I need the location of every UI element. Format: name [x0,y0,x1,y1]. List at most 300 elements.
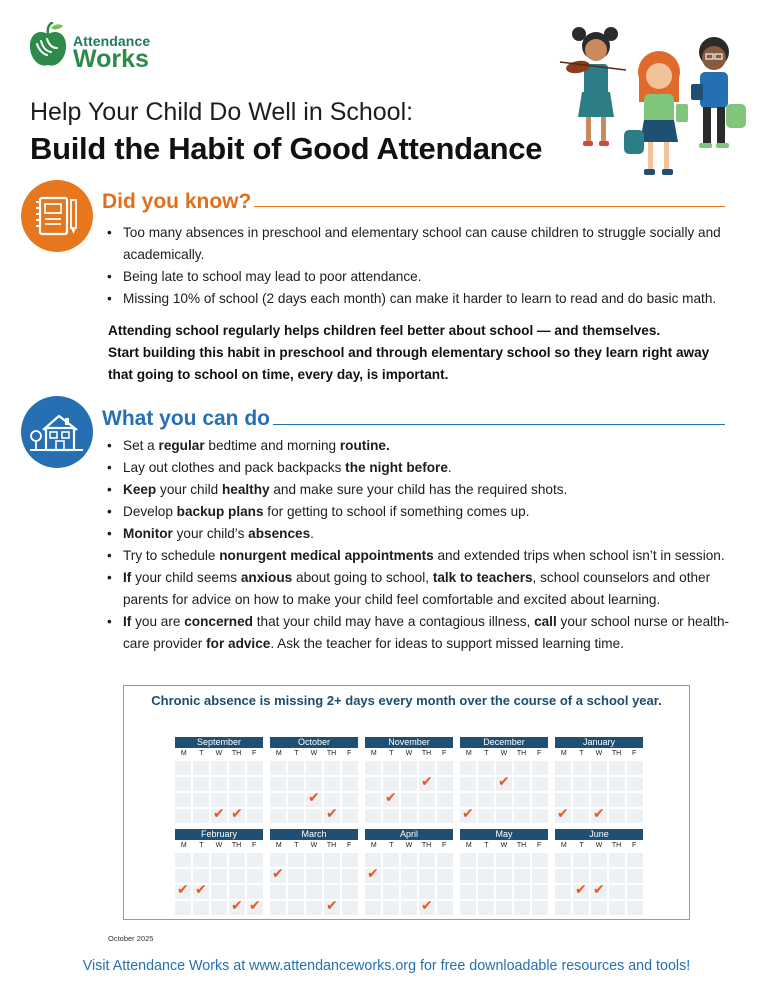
calendar-day-cell [229,761,245,775]
calendar-day-cell [555,793,571,807]
list-item [107,523,732,545]
calendar-day-cell [609,901,625,915]
calendar-day-cell [229,777,245,791]
calendar-day-cell [247,869,263,883]
what-you-can-do-heading: What you can do [102,407,270,430]
calendar-week [175,809,263,823]
calendar-day-cell [306,869,322,883]
calendar-day-cell [288,869,304,883]
weekday-label: F [442,842,447,849]
calendar-day-cell [211,777,227,791]
weekday-header [270,840,358,851]
calendar-day-cell [342,809,358,823]
calendar-day-cell [627,869,643,883]
weekday-header [175,748,263,759]
calendar-month-name: February [175,829,263,840]
weekday-label: T [389,750,394,757]
calendar-day-cell [211,885,227,899]
weekday-header [365,840,453,851]
body-text: you are [131,614,185,629]
calendar-day-cell [342,777,358,791]
calendar-day-cell [365,853,381,867]
emphasis-text: If [123,570,132,585]
absence-check-mark-icon [419,777,435,791]
body-text: . [310,526,314,541]
calendar-day-cell [324,885,340,899]
calendar-day-cell [437,853,453,867]
absence-check-mark-icon [270,869,286,883]
page-title: Build the Habit of Good Attendance [30,131,543,166]
emphasis-text: routine. [339,438,390,453]
what-you-can-do-list [107,435,732,655]
weekday-header [460,840,548,851]
calendar-day-cell [342,853,358,867]
calendar-day-cell [401,901,417,915]
weekday-label: M [465,842,472,849]
body-text: Set a [123,438,159,453]
calendar-day-cell [514,853,530,867]
calendar-week [270,885,358,899]
weekday-label: T [199,842,204,849]
calendar-day-cell [193,777,209,791]
calendar-day-cell [365,901,381,915]
calendar-day-cell [496,901,512,915]
absence-check-mark-icon [175,885,191,899]
calendar-day-cell [175,777,191,791]
weekday-label: M [370,842,377,849]
emphasis-text: backup plans [176,504,264,519]
list-item [107,435,732,457]
body-text: that your child may have a contagious illness, [252,614,535,629]
absence-check-mark-icon [555,809,571,823]
body-text: , school counselors and other parents for advice on how to make your child feel comfortable and excited about learning. [123,570,711,607]
weekday-label: W [405,842,413,849]
weekday-label: F [347,842,352,849]
list-item: • Too many absences in preschool and elementary school can cause children to struggle socially and academically. [107,222,727,266]
weekday-label: T [294,842,299,849]
weekday-label: M [560,842,567,849]
weekday-label: W [500,750,508,757]
calendar-week [365,761,453,775]
emphasis-text: concerned [184,614,253,629]
calendar-month [175,829,263,915]
calendar-day-cell [229,853,245,867]
calendar-day-cell [437,777,453,791]
calendar-day-cell [496,761,512,775]
calendar-day-cell [306,901,322,915]
calendar-day-cell [401,761,417,775]
calendar-day-cell [401,793,417,807]
calendar-week [270,761,358,775]
house-icon [21,396,93,468]
weekday-label: TH [421,750,432,757]
calendar-day-cell [460,761,476,775]
calendar-day-cell [342,793,358,807]
weekday-label: TH [326,842,337,849]
calendar-day-cell [270,885,286,899]
calendar-week [270,901,358,915]
did-you-know-list [107,222,727,310]
calendar-day-cell [437,901,453,915]
calendar-day-cell [532,901,548,915]
calendar-week [270,809,358,823]
calendar-day-cell [514,901,530,915]
calendar-day-cell [532,761,548,775]
calendar-month [365,829,453,915]
calendar-day-cell [365,793,381,807]
calendar-day-cell [514,793,530,807]
calendar-day-cell [437,761,453,775]
weekday-label: TH [231,842,242,849]
calendar-month-name: June [555,829,643,840]
calendar-day-cell [401,809,417,823]
did-you-know-icon-circle [21,180,93,252]
emphasis-text: Monitor [123,526,173,541]
calendar-day-cell [175,853,191,867]
calendar-day-cell [460,777,476,791]
calendar-week [365,793,453,807]
calendar-day-cell [591,901,607,915]
calendar-week [270,793,358,807]
calendar-month-name: October [270,737,358,748]
calendar-day-cell [514,885,530,899]
calendar-week [460,809,548,823]
calendar-day-cell [342,885,358,899]
calendar-day-cell [555,869,571,883]
calendar-month [555,829,643,915]
calendar-day-cell [193,793,209,807]
calendar-day-cell [496,853,512,867]
absence-check-mark-icon [383,793,399,807]
body-text: your school nurse or health-care provider [123,614,730,651]
absence-check-mark-icon [460,809,476,823]
calendar-month-name: May [460,829,548,840]
weekday-label: W [310,750,318,757]
weekday-label: T [484,842,489,849]
absence-check-mark-icon [573,885,589,899]
calendar-day-cell [365,809,381,823]
emphasis-text: talk to teachers [432,570,533,585]
calendar-day-cell [496,869,512,883]
calendar-day-cell [193,809,209,823]
callout-line-2: Start building this habit in preschool and through elementary school so they learn right away that going to school on time, every day, is important. [108,345,710,382]
callout-line-1: Attending school regularly helps children feel better about school — and themselves. [108,323,661,338]
calendar-day-cell [419,793,435,807]
notebook-pencil-icon [21,180,93,252]
calendar-day-cell [478,761,494,775]
weekday-label: M [560,750,567,757]
weekday-header [555,840,643,851]
absence-check-mark-icon [193,885,209,899]
calendar-day-cell [270,761,286,775]
weekday-header [175,840,263,851]
weekday-label: F [252,842,257,849]
calendar-week [365,777,453,791]
calendar-week [555,853,643,867]
list-item [107,457,732,479]
calendar-day-cell [306,761,322,775]
calendar-day-cell [342,761,358,775]
calendar-day-cell [591,853,607,867]
calendar-day-cell [514,761,530,775]
weekday-label: TH [611,750,622,757]
absence-check-mark-icon [419,901,435,915]
absence-check-mark-icon [365,869,381,883]
weekday-label: F [632,842,637,849]
calendar-week [175,885,263,899]
weekday-label: W [215,750,223,757]
calendar-day-cell [288,809,304,823]
calendar-week [270,869,358,883]
calendar-week [175,853,263,867]
calendar-day-cell [365,777,381,791]
calendar-day-cell [270,901,286,915]
calendar-day-cell [270,809,286,823]
body-text: about going to school, [292,570,433,585]
did-you-know-rule [254,206,725,207]
body-text: Develop [123,504,177,519]
calendar-week [365,809,453,823]
calendar-day-cell [211,761,227,775]
weekday-label: F [442,750,447,757]
calendar-day-cell [324,761,340,775]
weekday-label: TH [611,842,622,849]
weekday-label: TH [516,842,527,849]
calendar-day-cell [306,809,322,823]
calendar-day-cell [401,885,417,899]
calendar-day-cell [383,761,399,775]
weekday-label: W [405,750,413,757]
calendar-day-cell [573,853,589,867]
attendance-callout [108,320,728,386]
calendar-day-cell [247,853,263,867]
weekday-label: T [294,750,299,757]
emphasis-text: the night before [345,460,448,475]
calendar-week [460,885,548,899]
weekday-label: M [275,842,282,849]
chronic-absence-calendar [123,685,690,920]
weekday-label: TH [421,842,432,849]
calendar-month [365,737,453,823]
calendar-day-cell [496,885,512,899]
calendar-day-cell [627,777,643,791]
calendar-day-cell [532,793,548,807]
calendar-day-cell [496,793,512,807]
calendar-week [555,777,643,791]
absence-check-mark-icon [306,793,322,807]
calendar-day-cell [306,885,322,899]
calendar-day-cell [478,777,494,791]
calendar-day-cell [211,901,227,915]
list-item [107,611,732,655]
calendar-month-name: December [460,737,548,748]
calendar-day-cell [591,761,607,775]
calendar-day-cell [627,885,643,899]
calendar-day-cell [555,885,571,899]
weekday-header [365,748,453,759]
list-item: • Being late to school may lead to poor attendance. [107,266,727,288]
calendar-week [175,793,263,807]
calendar-day-cell [627,853,643,867]
list-item [107,479,732,501]
calendar-month-name: April [365,829,453,840]
weekday-label: W [310,842,318,849]
calendar-day-cell [211,853,227,867]
calendar-month [270,737,358,823]
weekday-label: W [595,750,603,757]
calendar-day-cell [419,761,435,775]
logo-line-1: Attendance [73,33,151,49]
calendar-month [175,737,263,823]
calendar-day-cell [306,853,322,867]
weekday-header [460,748,548,759]
emphasis-text: healthy [221,482,270,497]
calendar-day-cell [288,853,304,867]
calendar-day-cell [288,901,304,915]
calendar-day-cell [365,761,381,775]
calendar-day-cell [229,869,245,883]
calendar-day-cell [383,869,399,883]
body-text: your child seems [131,570,241,585]
calendar-day-cell [573,761,589,775]
calendar-day-cell [383,853,399,867]
calendar-day-cell [532,777,548,791]
calendar-day-cell [306,777,322,791]
list-item [107,545,732,567]
calendar-month-name: September [175,737,263,748]
weekday-label: W [215,842,223,849]
calendar-week [460,793,548,807]
calendar-day-cell [609,853,625,867]
absence-check-mark-icon [247,901,263,915]
weekday-label: TH [326,750,337,757]
calendar-day-cell [478,885,494,899]
calendar-day-cell [324,869,340,883]
calendar-day-cell [591,793,607,807]
calendar-day-cell [324,793,340,807]
calendar-day-cell [573,869,589,883]
calendar-day-cell [460,869,476,883]
calendar-day-cell [460,901,476,915]
calendar-day-cell [627,901,643,915]
calendar-day-cell [175,793,191,807]
calendar-day-cell [532,869,548,883]
calendar-day-cell [437,869,453,883]
calendar-day-cell [478,901,494,915]
page-subtitle: Help Your Child Do Well in School: [30,98,414,126]
calendar-day-cell [342,901,358,915]
calendar-day-cell [211,869,227,883]
absence-check-mark-icon [591,885,607,899]
emphasis-text: nonurgent medical appointments [219,548,434,563]
list-item [107,567,732,611]
calendar-week [555,869,643,883]
absence-check-mark-icon [211,809,227,823]
calendar-day-cell [383,901,399,915]
calendar-day-cell [609,761,625,775]
calendar-week [270,853,358,867]
calendar-day-cell [555,853,571,867]
calendar-week [555,885,643,899]
weekday-label: TH [231,750,242,757]
calendar-day-cell [383,809,399,823]
calendar-day-cell [460,793,476,807]
logo-line-2: Works [73,45,149,73]
calendar-month [270,829,358,915]
calendar-week [555,901,643,915]
calendar-day-cell [514,777,530,791]
weekday-label: M [370,750,377,757]
weekday-label: M [275,750,282,757]
calendar-day-cell [211,793,227,807]
weekday-label: F [537,750,542,757]
body-text: your child [156,482,222,497]
calendar-day-cell [573,793,589,807]
calendar-day-cell [193,869,209,883]
emphasis-text: for advice [206,636,271,651]
children-illustration [556,22,756,187]
calendar-day-cell [229,793,245,807]
calendar-day-cell [270,853,286,867]
weekday-header [270,748,358,759]
calendar-day-cell [419,853,435,867]
calendar-week [460,853,548,867]
weekday-label: T [579,842,584,849]
calendar-day-cell [247,885,263,899]
weekday-header [555,748,643,759]
body-text: your child’s [172,526,249,541]
calendar-day-cell [270,793,286,807]
what-you-can-do-icon-circle [21,396,93,468]
absence-check-mark-icon [229,809,245,823]
calendar-day-cell [555,777,571,791]
calendar-day-cell [478,793,494,807]
calendar-week [460,869,548,883]
weekday-label: T [579,750,584,757]
emphasis-text: Keep [123,482,157,497]
body-text: Lay out clothes and pack backpacks [123,460,346,475]
calendar-day-cell [175,901,191,915]
calendar-week [270,777,358,791]
calendar-month-name: January [555,737,643,748]
calendar-week [460,761,548,775]
absence-check-mark-icon [591,809,607,823]
calendar-month [555,737,643,823]
calendar-day-cell [573,777,589,791]
footer-link-text[interactable]: Visit Attendance Works at www.attendanceworks.org for free downloadable resources and tools! [82,958,691,974]
calendar-day-cell [478,869,494,883]
weekday-label: M [180,842,187,849]
weekday-label: F [537,842,542,849]
calendar-day-cell [175,809,191,823]
calendar-week [175,761,263,775]
girl-with-violin-illustration [560,27,626,146]
calendar-day-cell [247,761,263,775]
calendar-day-cell [573,901,589,915]
body-text: . [447,460,452,475]
calendar-day-cell [609,809,625,823]
absence-check-mark-icon [229,901,245,915]
calendar-day-cell [496,809,512,823]
calendar-day-cell [437,809,453,823]
calendar-day-cell [591,869,607,883]
calendar-day-cell [609,885,625,899]
calendar-day-cell [383,777,399,791]
list-item [107,501,732,523]
absence-check-mark-icon [324,901,340,915]
calendar-day-cell [437,793,453,807]
calendar-title: Chronic absence is missing 2+ days every month over the course of a school year. [151,693,662,708]
